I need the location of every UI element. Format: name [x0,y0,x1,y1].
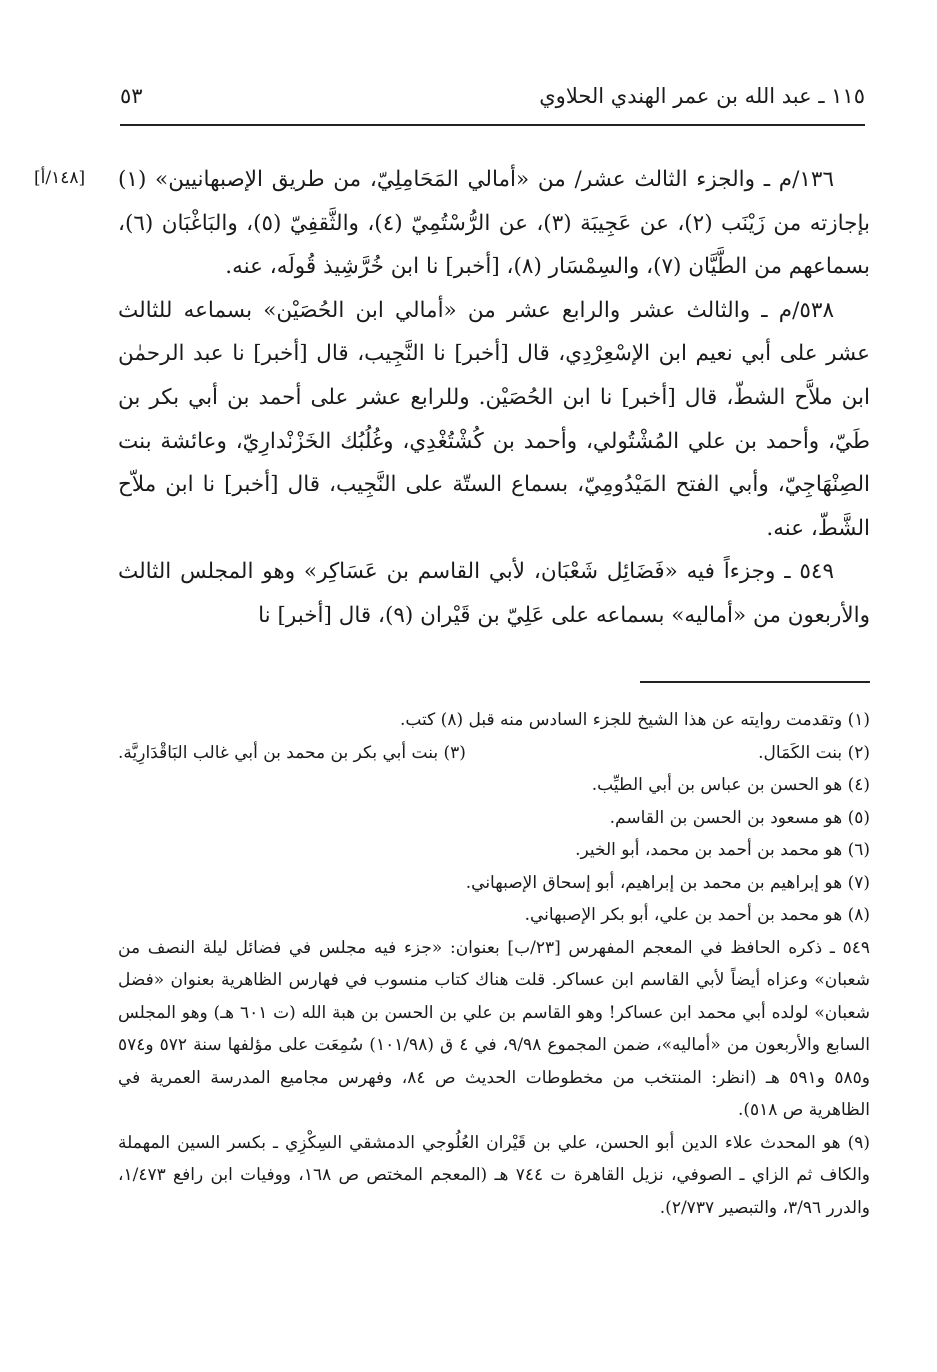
footnote-1: (١) وتقدمت روايته عن هذا الشيخ للجزء السادس منه قبل (٨) كتب. [399,710,870,730]
page-number: ٥٣ [120,84,143,108]
footnote-8: (٨) هو محمد بن أحمد بن علي، أبو بكر الإصبهاني. [524,905,870,925]
footnote-rule [640,681,870,683]
margin-folio-reference: [١٤٨/أ] [34,168,86,188]
footnote-5: (٥) هو مسعود بن الحسن بن القاسم. [609,807,870,828]
header-rule [120,124,865,126]
header-title: ١١٥ ـ عبد الله بن عمر الهندي الحلاوي [539,84,865,108]
footnotes [118,704,870,1224]
entry-549: ٥٤٩ ـ وجزءاً فيه «فَضَائِل شَعْبَان، لأبي القاسم بن عَسَاكِر» وهو المجلس الثالث والأربعون من «أماليه» بسماعه على عَلِيّ بن قَيْران (٩)، قال [أخبر] نا [118,559,870,628]
main-text [118,158,870,638]
footnote-2: (٢) بنت الكَمَال. [758,742,870,763]
footnote-3: (٣) بنت أبي بكر بن محمد بن أبي غالب البَاقْدَارِيَّة. [118,742,466,763]
footnote-7: (٧) هو إبراهيم بن محمد بن إبراهيم، أبو إسحاق الإصبهاني. [465,872,870,893]
footnote-row-2-3 [118,737,870,770]
footnote-549: ٥٤٩ ـ ذكره الحافظ في المعجم المفهرس [٢٣/ب] بعنوان: «جزء فيه مجلس في فضائل ليلة النصف من شعبان» وعزاه أيضاً لأبي القاسم ابن عساكر. قلت هناك كتاب منسوب في فهارس الظاهرية بعنوان «فضل شعبان» لولده أبي محمد ابن عساكر! وهو القاسم بن علي بن الحسن بن هبة الله (ت ٦٠١ هـ) وهو المجلس السابع والأربعون من «أماليه»، ضمن المجموع ٩/٩٨، في ٤ ق (١٠١/٩٨) سُمِعَت على مؤلفها سنة ٥٧٢ و٥٧٤ و٥٨٥ و٥٩١ هـ (انظر: المنتخب من مخطوطات الحديث ص ٨٤، وفهرس مجاميع المدرسة العمرية في الظاهرية ص ٥١٨). [118,937,871,1120]
running-header [120,84,865,118]
footnote-4: (٤) هو الحسن بن عباس بن أبي الطيِّب. [591,775,870,795]
footnote-9: (٩) هو المحدث علاء الدين أبو الحسن، علي بن قَيْران العُلُوجي الدمشقي السِكْزِي ـ بكسر السين المهملة والكاف ثم الزاي ـ الصوفي، نزيل القاهرة ت ٧٤٤ هـ (المعجم المختص ص ١٦٨، ووفيات ابن رافع ١/٤٧٣، والدرر ٣/٩٦، والتبصير ٢/٧٣٧). [118,1132,871,1218]
footnote-6: (٦) هو محمد بن أحمد بن محمد، أبو الخير. [575,840,870,860]
entry-136: ١٣٦/م ـ والجزء الثالث عشر/ من «أمالي المَحَامِلِيّ، من طريق الإصبهانيين» (١) بإجازته من زَيْنَب (٢)، عن عَجِيبَة (٣)، عن الرُّسْتُمِيّ (٤)، والثَّقفِيّ (٥)، والبَاغْبَان (٦)، بسماعهم من الطَّيَّان (٧)، والسِمْسَار (٨)، [أخبر] نا ابن خُرَّشِيذ قُولَه، عنه. [118,167,871,280]
entry-538: ٥٣٨/م ـ والثالث عشر والرابع عشر من «أمالي ابن الحُصَيْن» بسماعه للثالث عشر على أبي نعيم ابن الإسْعِرْدِي، قال [أخبر] نا النَّجِيب، قال [أخبر] نا عبد الرحمٰن ابن ملاَّح الشطّ، قال [أخبر] نا ابن الحُصَيْن. وللرابع عشر على أحمد بن أبي بكر بن طَيّ، وأحمد بن علي المُشْتُولي، وأحمد بن كُشْتُغْدِي، وغُلُبُك الخَزْنْدارِيّ، وعائشة بنت الصِنْهَاجِيّ، وأبي الفتح المَيْدُومِيّ، بسماع الستّة على النَّجِيب، قال [أخبر] نا ابن ملاّح الشَّطّ، عنه. [118,297,870,541]
